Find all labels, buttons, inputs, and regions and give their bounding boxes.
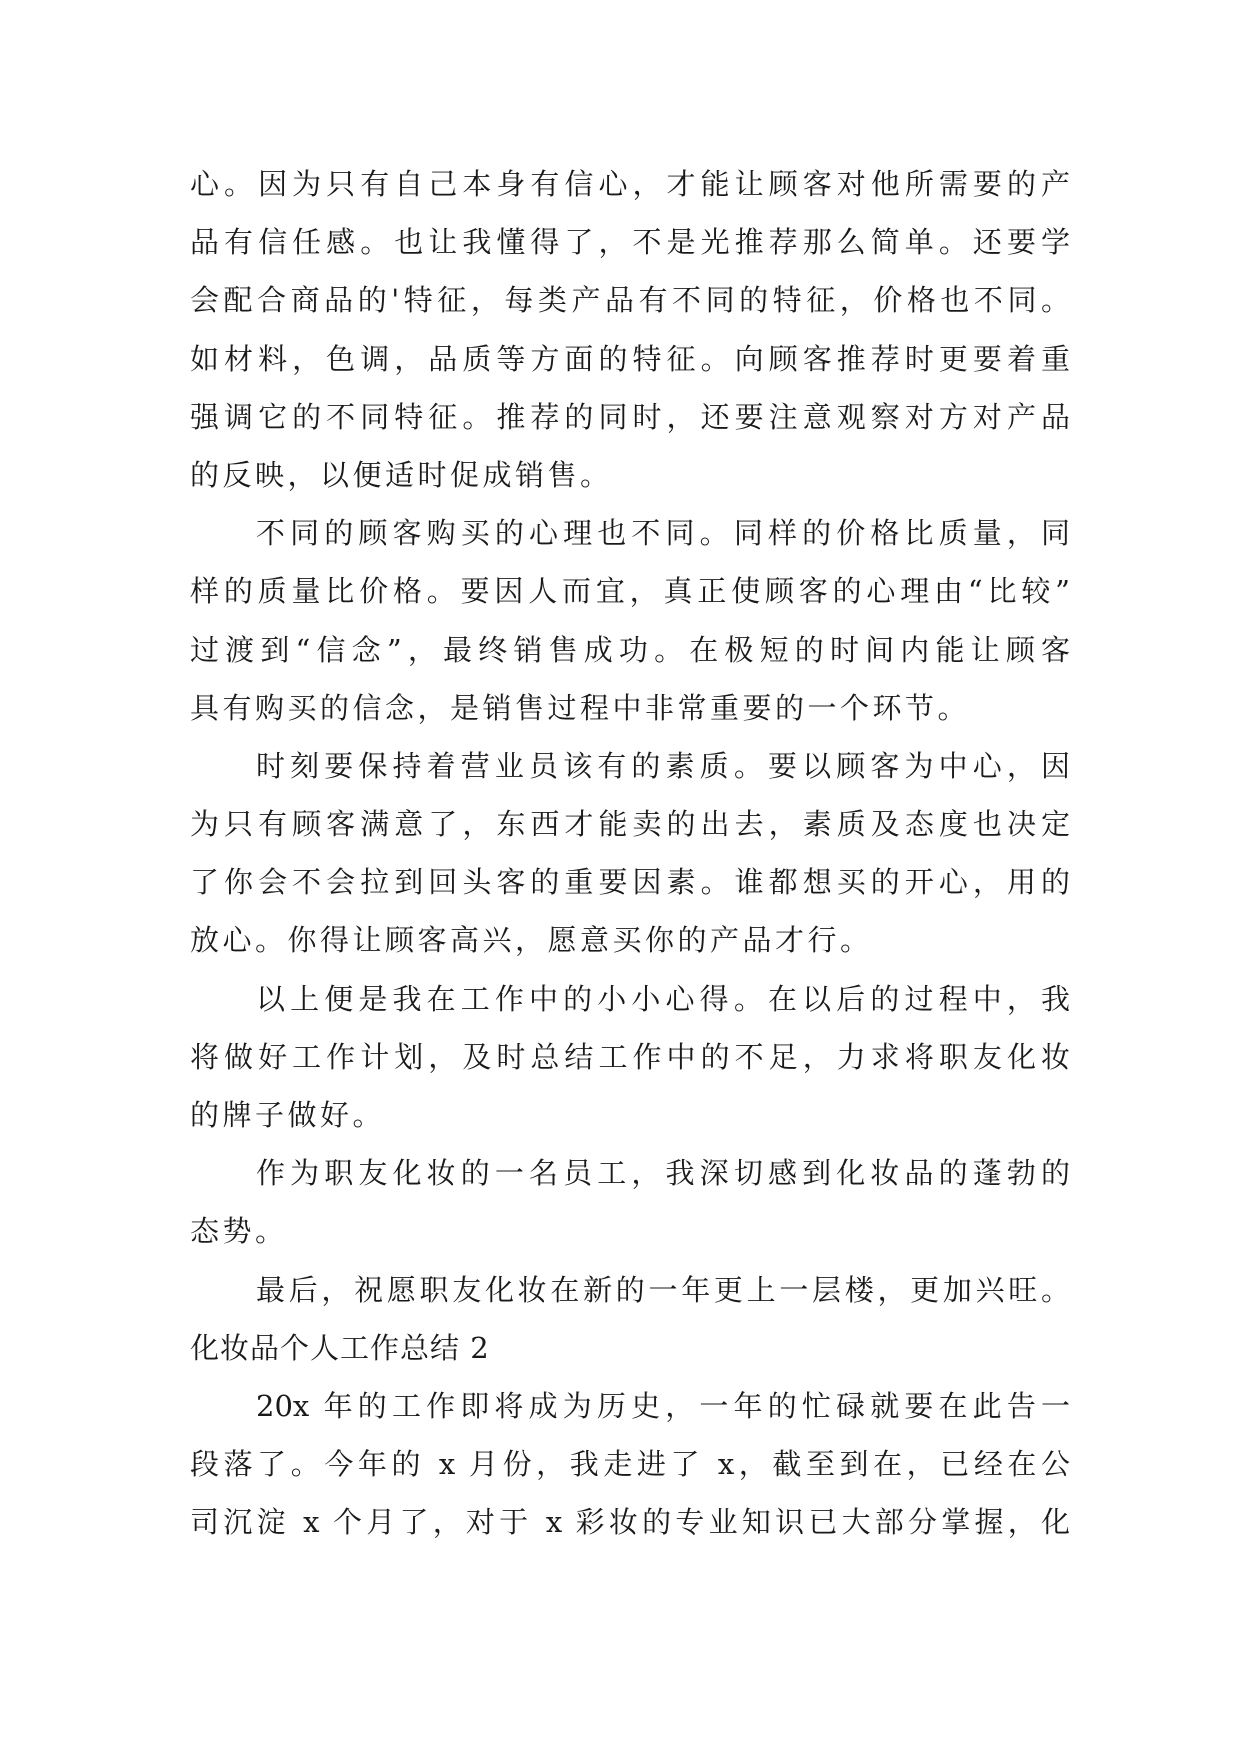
text-line: 时刻要保持着营业员该有的素质。要以顾客为中心，因 [256,748,1070,783]
text-line: 如材料，色调，品质等方面的特征。向顾客推荐时更要着重 [190,341,1070,376]
text-line: 态势。 [190,1214,288,1249]
text-line: 司沉淀 x 个月了，对于 x 彩妆的专业知识已大部分掌握，化 [190,1505,1070,1540]
text-line: 会配合商品的'特征，每类产品有不同的特征，价格也不同。 [190,283,1070,318]
text-line: 心。因为只有自己本身有信心，才能让顾客对他所需要的产 [190,167,1070,201]
document-body [190,155,1070,1552]
text-line: 作为职友化妆的一名员工，我深切感到化妆品的蓬勃的 [256,1156,1070,1191]
text-line: 过渡到“信念”，最终销售成功。在极短的时间内能让顾客 [190,632,1070,667]
text-line: 的反映，以便适时促成销售。 [190,457,613,492]
text-line: 具有购买的信念，是销售过程中非常重要的一个环节。 [190,690,971,725]
text-line: 了你会不会拉到回头客的重要因素。谁都想买的开心，用的 [190,865,1070,900]
text-line: 将做好工作计划，及时总结工作中的不足，力求将职友化妆 [190,1039,1070,1074]
text-line: 不同的顾客购买的心理也不同。同样的价格比质量，同 [256,516,1070,551]
text-line: 样的质量比价格。要因人而宜，真正使顾客的心理由“比较” [190,574,1070,609]
text-line: 品有信任感。也让我懂得了，不是光推荐那么简单。还要学 [190,225,1070,260]
text-line: 以上便是我在工作中的小小心得。在以后的过程中，我 [256,981,1070,1016]
text-line: 强调它的不同特征。推荐的同时，还要注意观察对方对产品 [190,399,1070,434]
text-line: 的牌子做好。 [190,1098,386,1132]
text-line: 20x 年的工作即将成为历史，一年的忙碌就要在此告一 [256,1388,1070,1423]
text-line: 放心。你得让顾客高兴，愿意买你的产品才行。 [190,923,873,958]
text-line: 最后，祝愿职友化妆在新的一年更上一层楼，更加兴旺。 [256,1272,1070,1307]
text-line: 段落了。今年的 x 月份，我走进了 x，截至到在，已经在公 [190,1447,1070,1482]
text-line: 为只有顾客满意了，东西才能卖的出去，素质及态度也决定 [190,807,1070,842]
section-heading: 化妆品个人工作总结 2 [190,1330,490,1365]
